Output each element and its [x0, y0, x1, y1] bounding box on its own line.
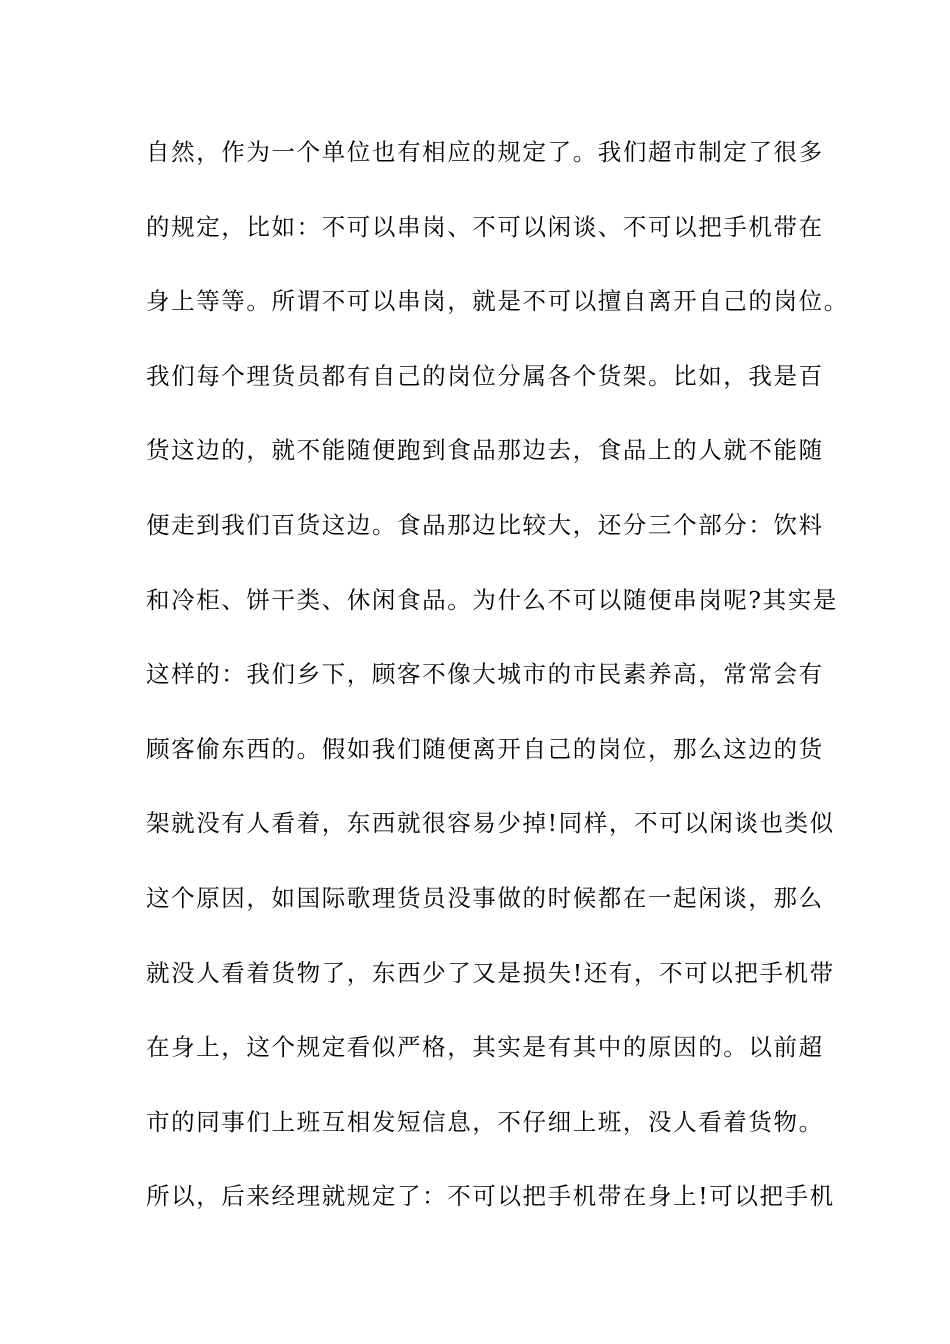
text-line: 便走到我们百货这边。食品那边比较大，还分三个部分：饮料 — [146, 510, 824, 539]
text-line: 和冷柜、饼干类、休闲食品。为什么不可以随便串岗呢?其实是 — [146, 585, 838, 614]
text-line: 我们每个理货员都有自己的岗位分属各个货架。比如，我是百 — [146, 361, 824, 390]
text-line: 架就没有人看着，东西就很容易少掉!同样，不可以闲谈也类似 — [146, 809, 835, 838]
text-line: 货这边的，就不能随便跑到食品那边去，食品上的人就不能随 — [146, 436, 824, 465]
text-line: 自然，作为一个单位也有相应的规定了。我们超市制定了很多 — [146, 138, 824, 166]
text-line: 在身上，这个规定看似严格，其实是有其中的原因的。以前超 — [146, 1033, 824, 1062]
text-line: 的规定，比如：不可以串岗、不可以闲谈、不可以把手机带在 — [146, 212, 824, 241]
text-line: 身上等等。所谓不可以串岗，就是不可以擅自离开自己的岗位。 — [146, 287, 849, 316]
body-text — [146, 132, 849, 1251]
text-line: 这个原因，如国际歌理货员没事做的时候都在一起闲谈，那么 — [146, 883, 824, 912]
text-line: 这样的：我们乡下，顾客不像大城市的市民素养高，常常会有 — [146, 660, 824, 689]
text-line: 就没人看着货物了，东西少了又是损失!还有，不可以把手机带 — [146, 958, 835, 987]
text-line: 所以，后来经理就规定了：不可以把手机带在身上!可以把手机 — [146, 1182, 835, 1211]
text-line: 市的同事们上班互相发短信息，不仔细上班，没人看着货物。 — [146, 1107, 824, 1136]
text-line: 顾客偷东西的。假如我们随便离开自己的岗位，那么这边的货 — [146, 734, 824, 763]
